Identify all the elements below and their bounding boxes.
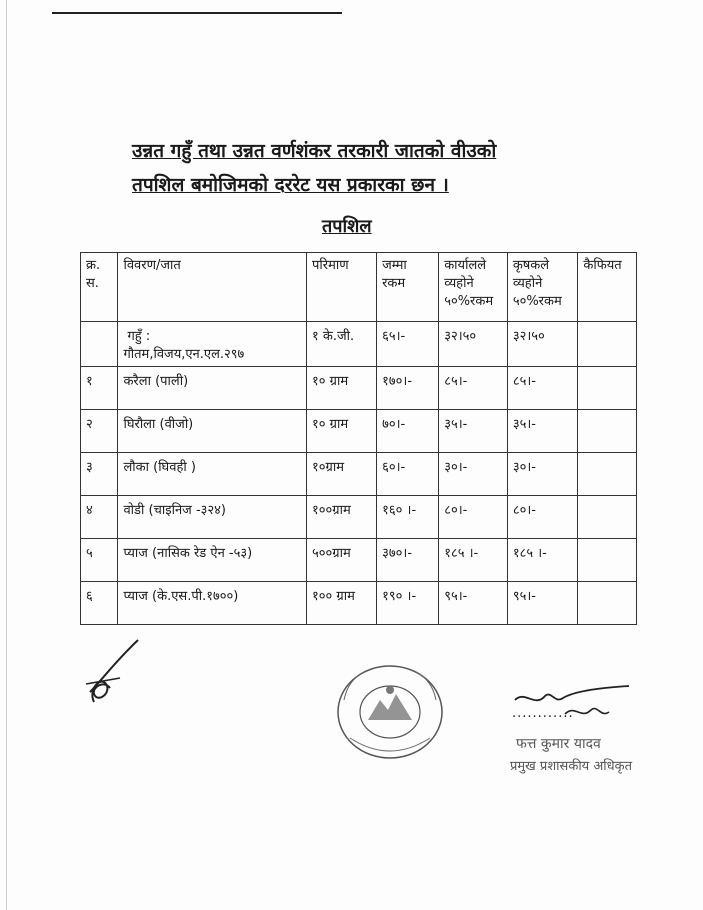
cell-quantity: १०० ग्राम: [307, 582, 377, 625]
cell-office-share: ३२।५०: [439, 322, 508, 367]
cell-total: ६०।-: [377, 453, 439, 496]
cell-quantity: १० ग्राम: [307, 410, 377, 453]
heading-line-1: उन्नत गहुँ तथा उन्नत वर्णशंकर तरकारी जातको वीउको: [132, 140, 497, 162]
cell-office-share: ८०।-: [439, 496, 508, 539]
cell-office-share: ९५।-: [439, 582, 508, 625]
official-name: फत्त कुमार यादव: [516, 736, 601, 752]
heading-line-2: तपशिल बमोजिमको दररेट यस प्रकारका छन ।: [132, 174, 449, 196]
cell-description-line1: गहुँ :: [127, 329, 151, 344]
header-sn: क्र. स.: [81, 253, 118, 322]
cell-quantity: १०ग्राम: [307, 453, 377, 496]
header-farmer-share: कृषकले व्यहोने ५०%रकम: [507, 253, 578, 322]
table-row: [81, 453, 637, 496]
cell-farmer-share: ८५।-: [507, 367, 578, 410]
cell-farmer-share: १८५ ।-: [507, 539, 578, 582]
cell-total: ६५।-: [377, 322, 439, 367]
document-heading: [132, 134, 592, 202]
cell-total: १७०।-: [377, 367, 439, 410]
cell-description: [118, 322, 307, 367]
cell-office-share: ३५।-: [439, 410, 508, 453]
table-row: [81, 582, 637, 625]
table-row: [81, 410, 637, 453]
cell-sn: ५: [81, 539, 118, 582]
cell-sn: ४: [81, 496, 118, 539]
cell-farmer-share: ३२।५०: [507, 322, 578, 367]
cell-farmer-share: ८०।-: [507, 496, 578, 539]
cell-total: ७०।-: [377, 410, 439, 453]
cell-sn: १: [81, 367, 118, 410]
table-row: [81, 322, 637, 367]
header-remarks: कैफियत: [578, 253, 637, 322]
cell-farmer-share: ३०।-: [507, 453, 578, 496]
official-title: प्रमुख प्रशासकीय अधिकृत: [510, 759, 633, 774]
cell-farmer-share: ९५।-: [507, 582, 578, 625]
header-total: जम्मा रकम: [377, 253, 439, 322]
office-stamp-icon: [330, 660, 450, 770]
cell-sn: [81, 322, 118, 367]
page-edge: [6, 0, 7, 910]
left-signature-icon: [80, 632, 150, 712]
table-header-row: [81, 253, 637, 322]
cell-quantity: १ के.जी.: [307, 322, 377, 367]
cell-sn: २: [81, 410, 118, 453]
cell-office-share: ८५।-: [439, 367, 508, 410]
signature-dotted-line: ............: [512, 706, 574, 721]
cell-quantity: १० ग्राम: [307, 367, 377, 410]
cell-remarks: [578, 582, 637, 625]
cell-total: १९० ।-: [377, 582, 439, 625]
cell-description: घिरौला (वीजो): [118, 410, 307, 453]
cell-sn: ३: [81, 453, 118, 496]
table-subtitle: तपशिल: [322, 216, 372, 237]
cell-description: प्याज (के.एस.पी.१७००): [118, 582, 307, 625]
cell-office-share: ३०।-: [439, 453, 508, 496]
top-rule: [52, 12, 342, 14]
table-row: [81, 367, 637, 410]
cell-remarks: [578, 367, 637, 410]
cell-description: लौका (घिवही ): [118, 453, 307, 496]
cell-description: करैला (पाली): [118, 367, 307, 410]
cell-office-share: १८५ ।-: [439, 539, 508, 582]
cell-description: प्याज (नासिक रेड ऐन -५३): [118, 539, 307, 582]
cell-farmer-share: ३५।-: [507, 410, 578, 453]
cell-remarks: [578, 410, 637, 453]
table-row: [81, 539, 637, 582]
cell-quantity: ५००ग्राम: [307, 539, 377, 582]
cell-remarks: [578, 539, 637, 582]
table-row: [81, 496, 637, 539]
header-description: विवरण/जात: [118, 253, 307, 322]
cell-quantity: १००ग्राम: [307, 496, 377, 539]
cell-remarks: [578, 322, 637, 367]
header-office-share: कार्यालले व्यहोने ५०%रकम: [439, 253, 508, 322]
header-quantity: परिमाण: [307, 253, 377, 322]
cell-total: १६० ।-: [377, 496, 439, 539]
cell-description-line2: गौतम,विजय,एन.एल.२९७: [123, 347, 245, 362]
cell-description: वोडी (चाइनिज -३२४): [118, 496, 307, 539]
cell-remarks: [578, 453, 637, 496]
cell-sn: ६: [81, 582, 118, 625]
rates-table: [80, 252, 637, 625]
cell-total: ३७०।-: [377, 539, 439, 582]
cell-remarks: [578, 496, 637, 539]
